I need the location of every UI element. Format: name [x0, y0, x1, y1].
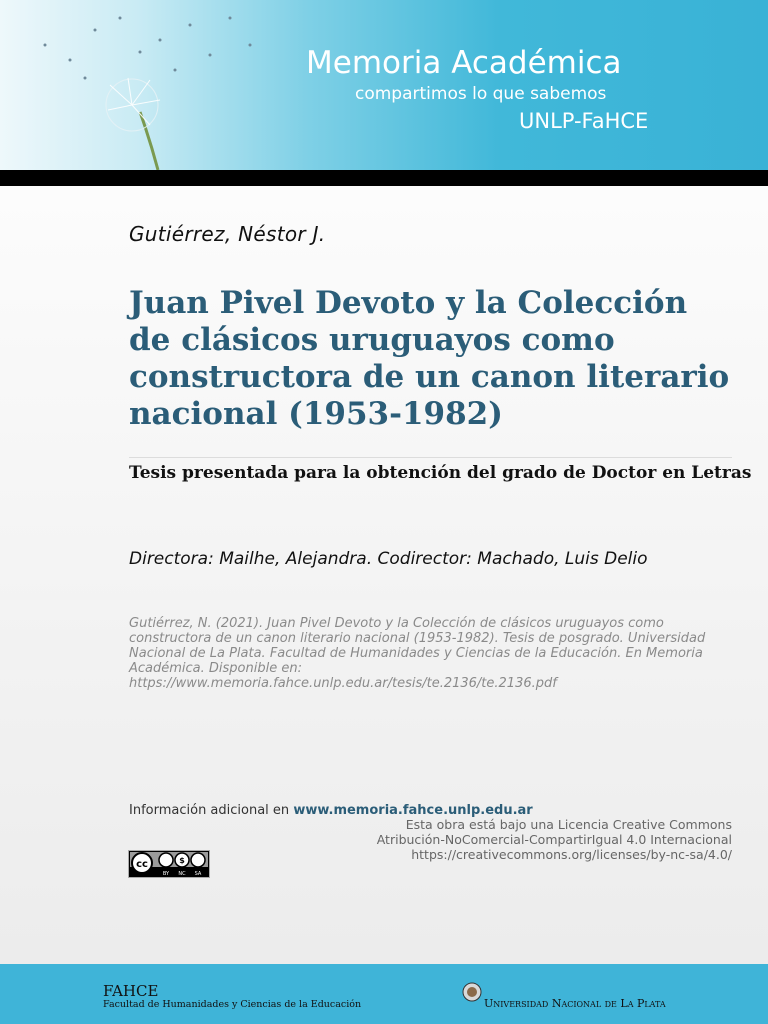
info-prefix: Información adicional en: [129, 803, 290, 818]
person-icon: [159, 853, 173, 867]
footer-fahce-logo: FAHCE: [103, 982, 159, 1000]
document-citation: Gutiérrez, N. (2021). Juan Pivel Devoto y la Colección de clásicos uruguayos como constructora de un canon literario nacional (1953-1982). Tesis de posgrado. Universidad Nacional de La Plata. Facultad de Humanidades y Ciencias de la Educación. En Memoria Académica. Disponible en: https://www.memoria.fahce.unlp.edu.ar/tesis/te.2136/te.2136.pdf: [129, 616, 706, 691]
info-link[interactable]: www.memoria.fahce.unlp.edu.ar: [293, 803, 533, 818]
footer-university-name: Universidad Nacional de La Plata: [484, 997, 666, 1010]
cc-license-badge[interactable]: [128, 850, 210, 878]
document-subtitle: Tesis presentada para la obtención del grado de Doctor en Letras: [129, 463, 752, 483]
additional-info: [129, 803, 533, 818]
footer-bar: [0, 964, 768, 1024]
license-url[interactable]: https://creativecommons.org/licenses/by-nc-sa/4.0/: [411, 847, 732, 862]
license-line-2: Atribución-NoComercial-CompartirIgual 4.0 Internacional: [376, 832, 732, 847]
license-text: [377, 817, 732, 862]
brand-title: Memoria Académica: [306, 45, 622, 81]
title-divider: [129, 457, 732, 458]
svg-text:cc: cc: [136, 859, 148, 870]
badge-label-by: BY: [162, 871, 170, 877]
document-directors: Directora: Mailhe, Alejandra. Codirector: Machado, Luis Delio: [129, 549, 648, 569]
header-divider-bar: [0, 170, 768, 186]
footer-faculty-name: Facultad de Humanidades y Ciencias de la Educación: [103, 999, 362, 1010]
badge-label-nc: NC: [178, 871, 186, 877]
header-banner: [0, 0, 768, 170]
document-author: Gutiérrez, Néstor J.: [129, 222, 326, 246]
brand-tagline: compartimos lo que sabemos: [355, 84, 607, 104]
document-title: Juan Pivel Devoto y la Colección de clásicos uruguayos como constructora de un canon literario nacional (1953-1982): [129, 285, 730, 432]
brand-institution: UNLP-FaHCE: [519, 109, 649, 133]
unlp-seal-icon: [462, 982, 482, 1002]
sharealike-icon: [191, 853, 205, 867]
license-line-1: Esta obra está bajo una Licencia Creative Commons: [405, 817, 732, 832]
svg-text:$: $: [179, 856, 185, 865]
badge-label-sa: SA: [194, 871, 202, 877]
